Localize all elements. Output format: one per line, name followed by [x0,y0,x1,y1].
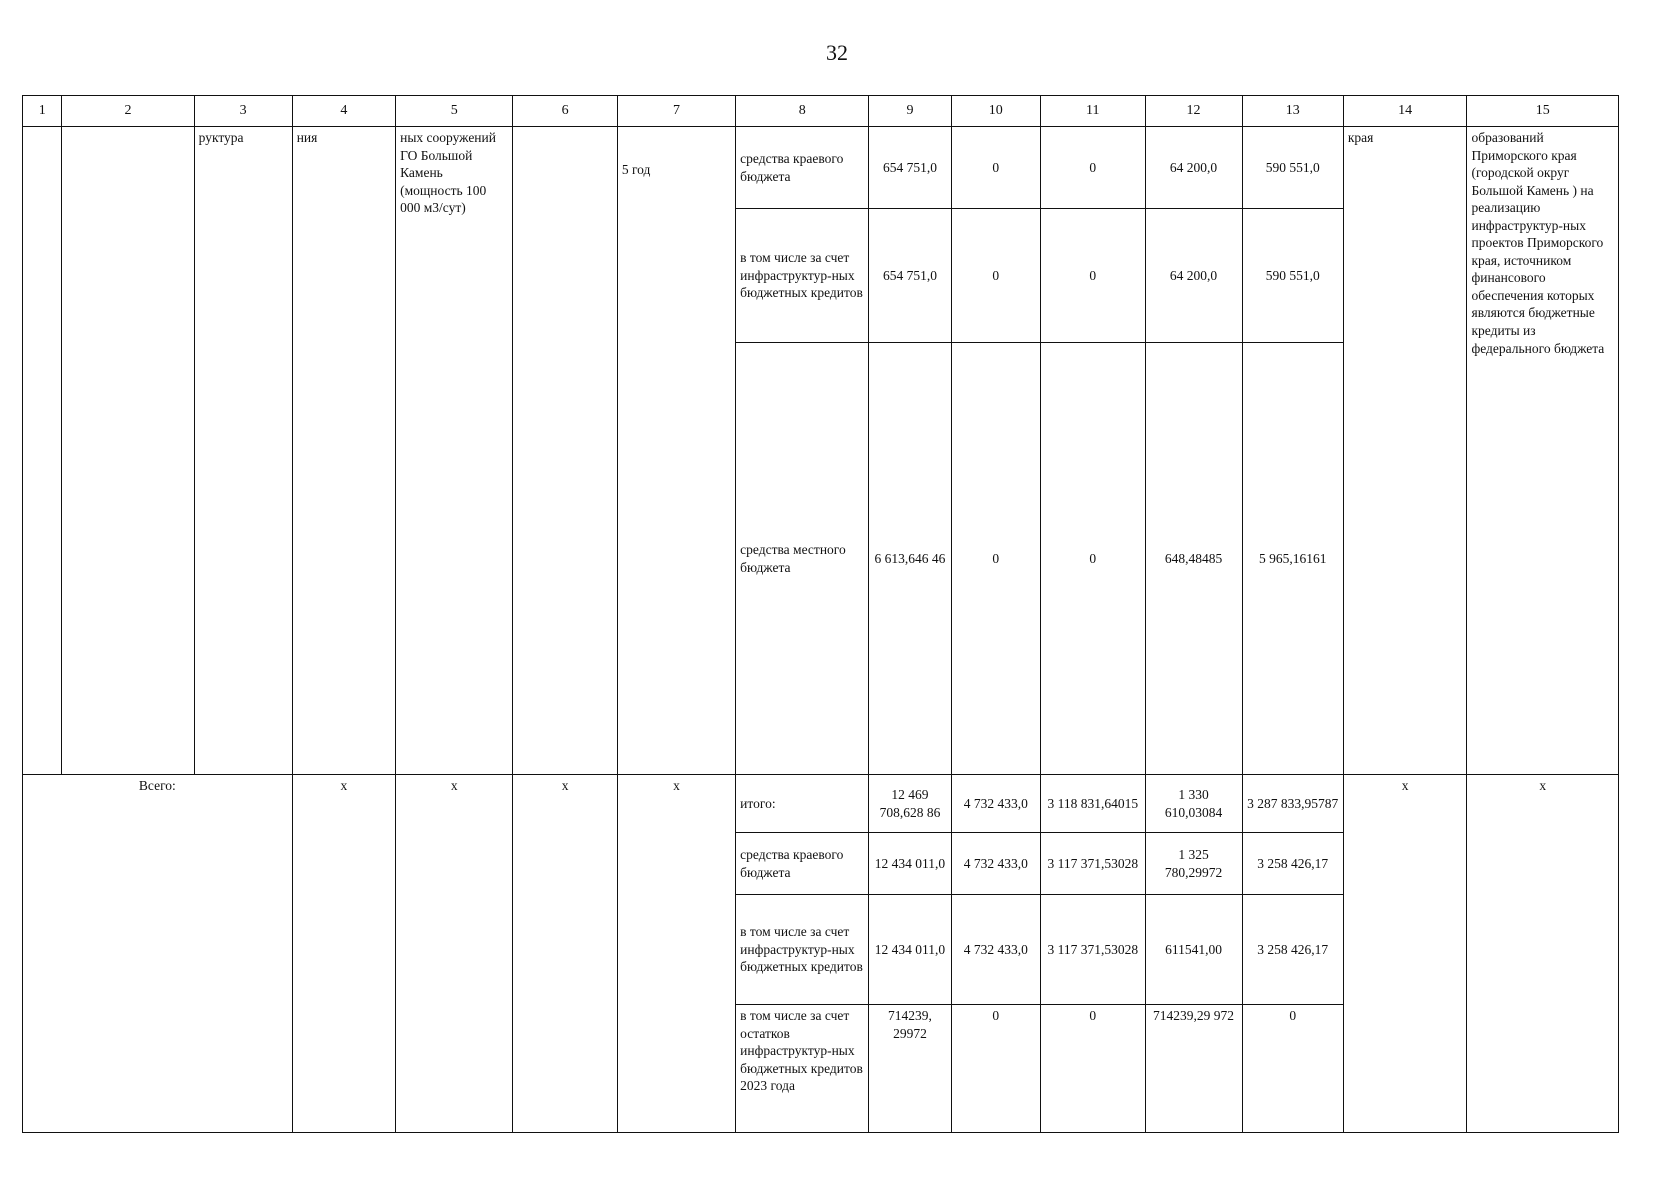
header-cell: 1 [23,96,62,127]
value-col9: 12 469 708,628 86 [869,775,951,833]
cell-col1 [23,127,62,775]
value-col9: 12 434 011,0 [869,833,951,895]
total-label: Всего: [23,775,293,1133]
header-cell: 14 [1343,96,1467,127]
budget-table [22,95,1619,1133]
header-cell: 3 [194,96,292,127]
total-col14: х [1343,775,1467,1133]
header-cell: 6 [513,96,617,127]
value-col11: 0 [1041,343,1145,775]
header-cell: 11 [1041,96,1145,127]
total-col5: х [396,775,513,1133]
value-col12: 64 200,0 [1145,127,1242,209]
funding-source-label: средства краевого бюджета [736,127,869,209]
value-col10: 0 [951,1005,1041,1133]
total-col7: х [617,775,735,1133]
value-col12: 611541,00 [1145,895,1242,1005]
value-col10: 4 732 433,0 [951,775,1041,833]
page-number: 32 [826,40,848,65]
cell-col4: ния [292,127,395,775]
value-col10: 4 732 433,0 [951,833,1041,895]
funding-source-label: средства местного бюджета [736,343,869,775]
value-col12: 1 330 610,03084 [1145,775,1242,833]
table-row [23,127,1619,209]
header-cell: 4 [292,96,395,127]
value-col10: 0 [951,127,1041,209]
total-col6: х [513,775,617,1133]
header-cell: 5 [396,96,513,127]
value-col11: 0 [1041,127,1145,209]
cell-col2 [62,127,194,775]
cell-col3: руктура [194,127,292,775]
value-col11: 3 117 371,53028 [1041,833,1145,895]
value-col11: 0 [1041,209,1145,343]
value-col13: 3 258 426,17 [1242,895,1343,1005]
value-col12: 64 200,0 [1145,209,1242,343]
value-col13: 5 965,16161 [1242,343,1343,775]
value-col9: 6 613,646 46 [869,343,951,775]
funding-source-label: итого: [736,775,869,833]
header-cell: 13 [1242,96,1343,127]
value-col10: 4 732 433,0 [951,895,1041,1005]
total-col4: х [292,775,395,1133]
value-col10: 0 [951,209,1041,343]
funding-source-label: в том числе за счет остатков инфраструктур-ных бюджетных кредитов 2023 года [736,1005,869,1133]
value-col13: 590 551,0 [1242,209,1343,343]
funding-source-label: средства краевого бюджета [736,833,869,895]
value-col12: 1 325 780,29972 [1145,833,1242,895]
value-col9: 654 751,0 [869,209,951,343]
value-col11: 0 [1041,1005,1145,1133]
cell-col6 [513,127,617,775]
header-cell: 7 [617,96,735,127]
cell-col5: ных сооружений ГО Большой Камень (мощность 100 000 м3/сут) [396,127,513,775]
value-col13: 3 258 426,17 [1242,833,1343,895]
cell-col15: образований Приморского края (городской округ Большой Камень ) на реализацию инфраструктур-ных проектов Приморского края, источником финансового обеспечения которых являются бюджетные кредиты из федерального бюджета [1467,127,1619,775]
funding-source-label: в том числе за счет инфраструктур-ных бюджетных кредитов [736,895,869,1005]
header-cell: 10 [951,96,1041,127]
value-col13: 590 551,0 [1242,127,1343,209]
value-col13: 0 [1242,1005,1343,1133]
cell-col14: края [1343,127,1467,775]
value-col10: 0 [951,343,1041,775]
header-cell: 15 [1467,96,1619,127]
value-col11: 3 118 831,64015 [1041,775,1145,833]
header-cell: 12 [1145,96,1242,127]
value-col9: 12 434 011,0 [869,895,951,1005]
cell-col7: 5 год [617,127,735,775]
total-col15: х [1467,775,1619,1133]
total-row [23,775,1619,833]
value-col11: 3 117 371,53028 [1041,895,1145,1005]
value-col12: 648,48485 [1145,343,1242,775]
header-row [23,96,1619,127]
value-col9: 714239, 29972 [869,1005,951,1133]
funding-source-label: в том числе за счет инфраструктур-ных бюджетных кредитов [736,209,869,343]
header-cell: 8 [736,96,869,127]
header-cell: 9 [869,96,951,127]
value-col12: 714239,29 972 [1145,1005,1242,1133]
value-col13: 3 287 833,95787 [1242,775,1343,833]
header-cell: 2 [62,96,194,127]
value-col9: 654 751,0 [869,127,951,209]
